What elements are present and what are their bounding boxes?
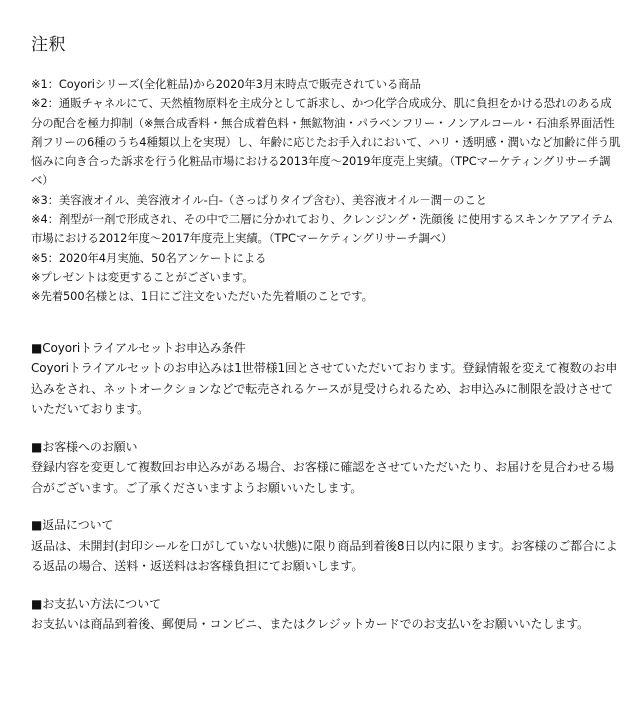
footnote-3: ※3：美容液オイル、美容液オイル-白-（さっぱりタイプ含む）、美容液オイル－潤－のこと	[31, 192, 488, 207]
section-customer-request	[31, 437, 621, 499]
section-body: Coyoriトライアルセットのお申込みは1世帯様1回とさせていただいております。登録情報を変えて複数のお申込みをされ、ネットオークションなどで転売されるケースが見受けられるため、お申込みに制限を設けさせていただいております。	[31, 361, 618, 417]
footnote-1: ※1：Coyoriシリーズ(全化粧品)から2020年3月末時点で販売されている商品	[31, 77, 421, 91]
section-body: お支払いは商品到着後、郵便局・コンビニ、またはクレジットカードでのお支払いをお願いいたします。	[31, 617, 590, 632]
section-payment-methods	[31, 594, 621, 635]
footnote-first-500: ※先着500名様とは、1日にご注文をいただいた先着順のことです。	[31, 289, 373, 304]
footnote-present: ※プレゼントは変更することがございます。	[31, 269, 254, 284]
footnote-2: ※2：通販チャネルにて、天然植物原料を主成分として訴求し、かつ化学合成成分、肌に負担をかける恐れのある成分の配合を極力抑制（※無合成香料・無合成着色料・無鉱物油・パラベンフリー・ノンアルコール・石油系界面活性剤フリーの6種のうち4種類以上を実現）し、年齢に応じたお手入れにおいて、ハリ・透明感・潤いなど加齢に伴う肌悩みに向き合った訴求を行う化粧品市場における2013年度～2019年度売上実績。（TPCマーケティングリサーチ調べ）	[31, 96, 621, 188]
section-returns	[31, 515, 621, 577]
footnote-4: ※4：剤型が一剤で形成され、その中で二層に分かれており、クレンジング・洗顔後 に使用するスキンケアアイテム市場における2012年度～2017年度売上実績。（TPCマーケティングリサーチ調べ）	[31, 212, 614, 246]
section-heading: ■お客様へのお願い	[31, 439, 138, 454]
footnote-5: ※5：2020年4月実施、50名アンケートによる	[31, 250, 267, 265]
section-heading: ■お支払い方法について	[31, 596, 161, 611]
annotations-document	[31, 34, 621, 635]
section-body: 登録内容を変更して複数回お申込みがある場合、お客様に確認をさせていただいたり、お届けを見合わせる場合がございます。ご了承くださいますようお願いいたします。	[31, 460, 615, 495]
section-trial-set-conditions	[31, 338, 621, 420]
section-heading: ■返品について	[31, 518, 114, 533]
footnote-list	[31, 75, 621, 307]
page-title: 注釈	[31, 35, 66, 55]
section-body: 返品は、未開封(封印シールを口がしていない状態)に限り商品到着後8日以内に限ります。お客様のご都合による返品の場合、送料・返送料はお客様負担にてお願いします。	[31, 538, 618, 574]
section-heading: ■Coyoriトライアルセットお申込み条件	[31, 340, 246, 355]
